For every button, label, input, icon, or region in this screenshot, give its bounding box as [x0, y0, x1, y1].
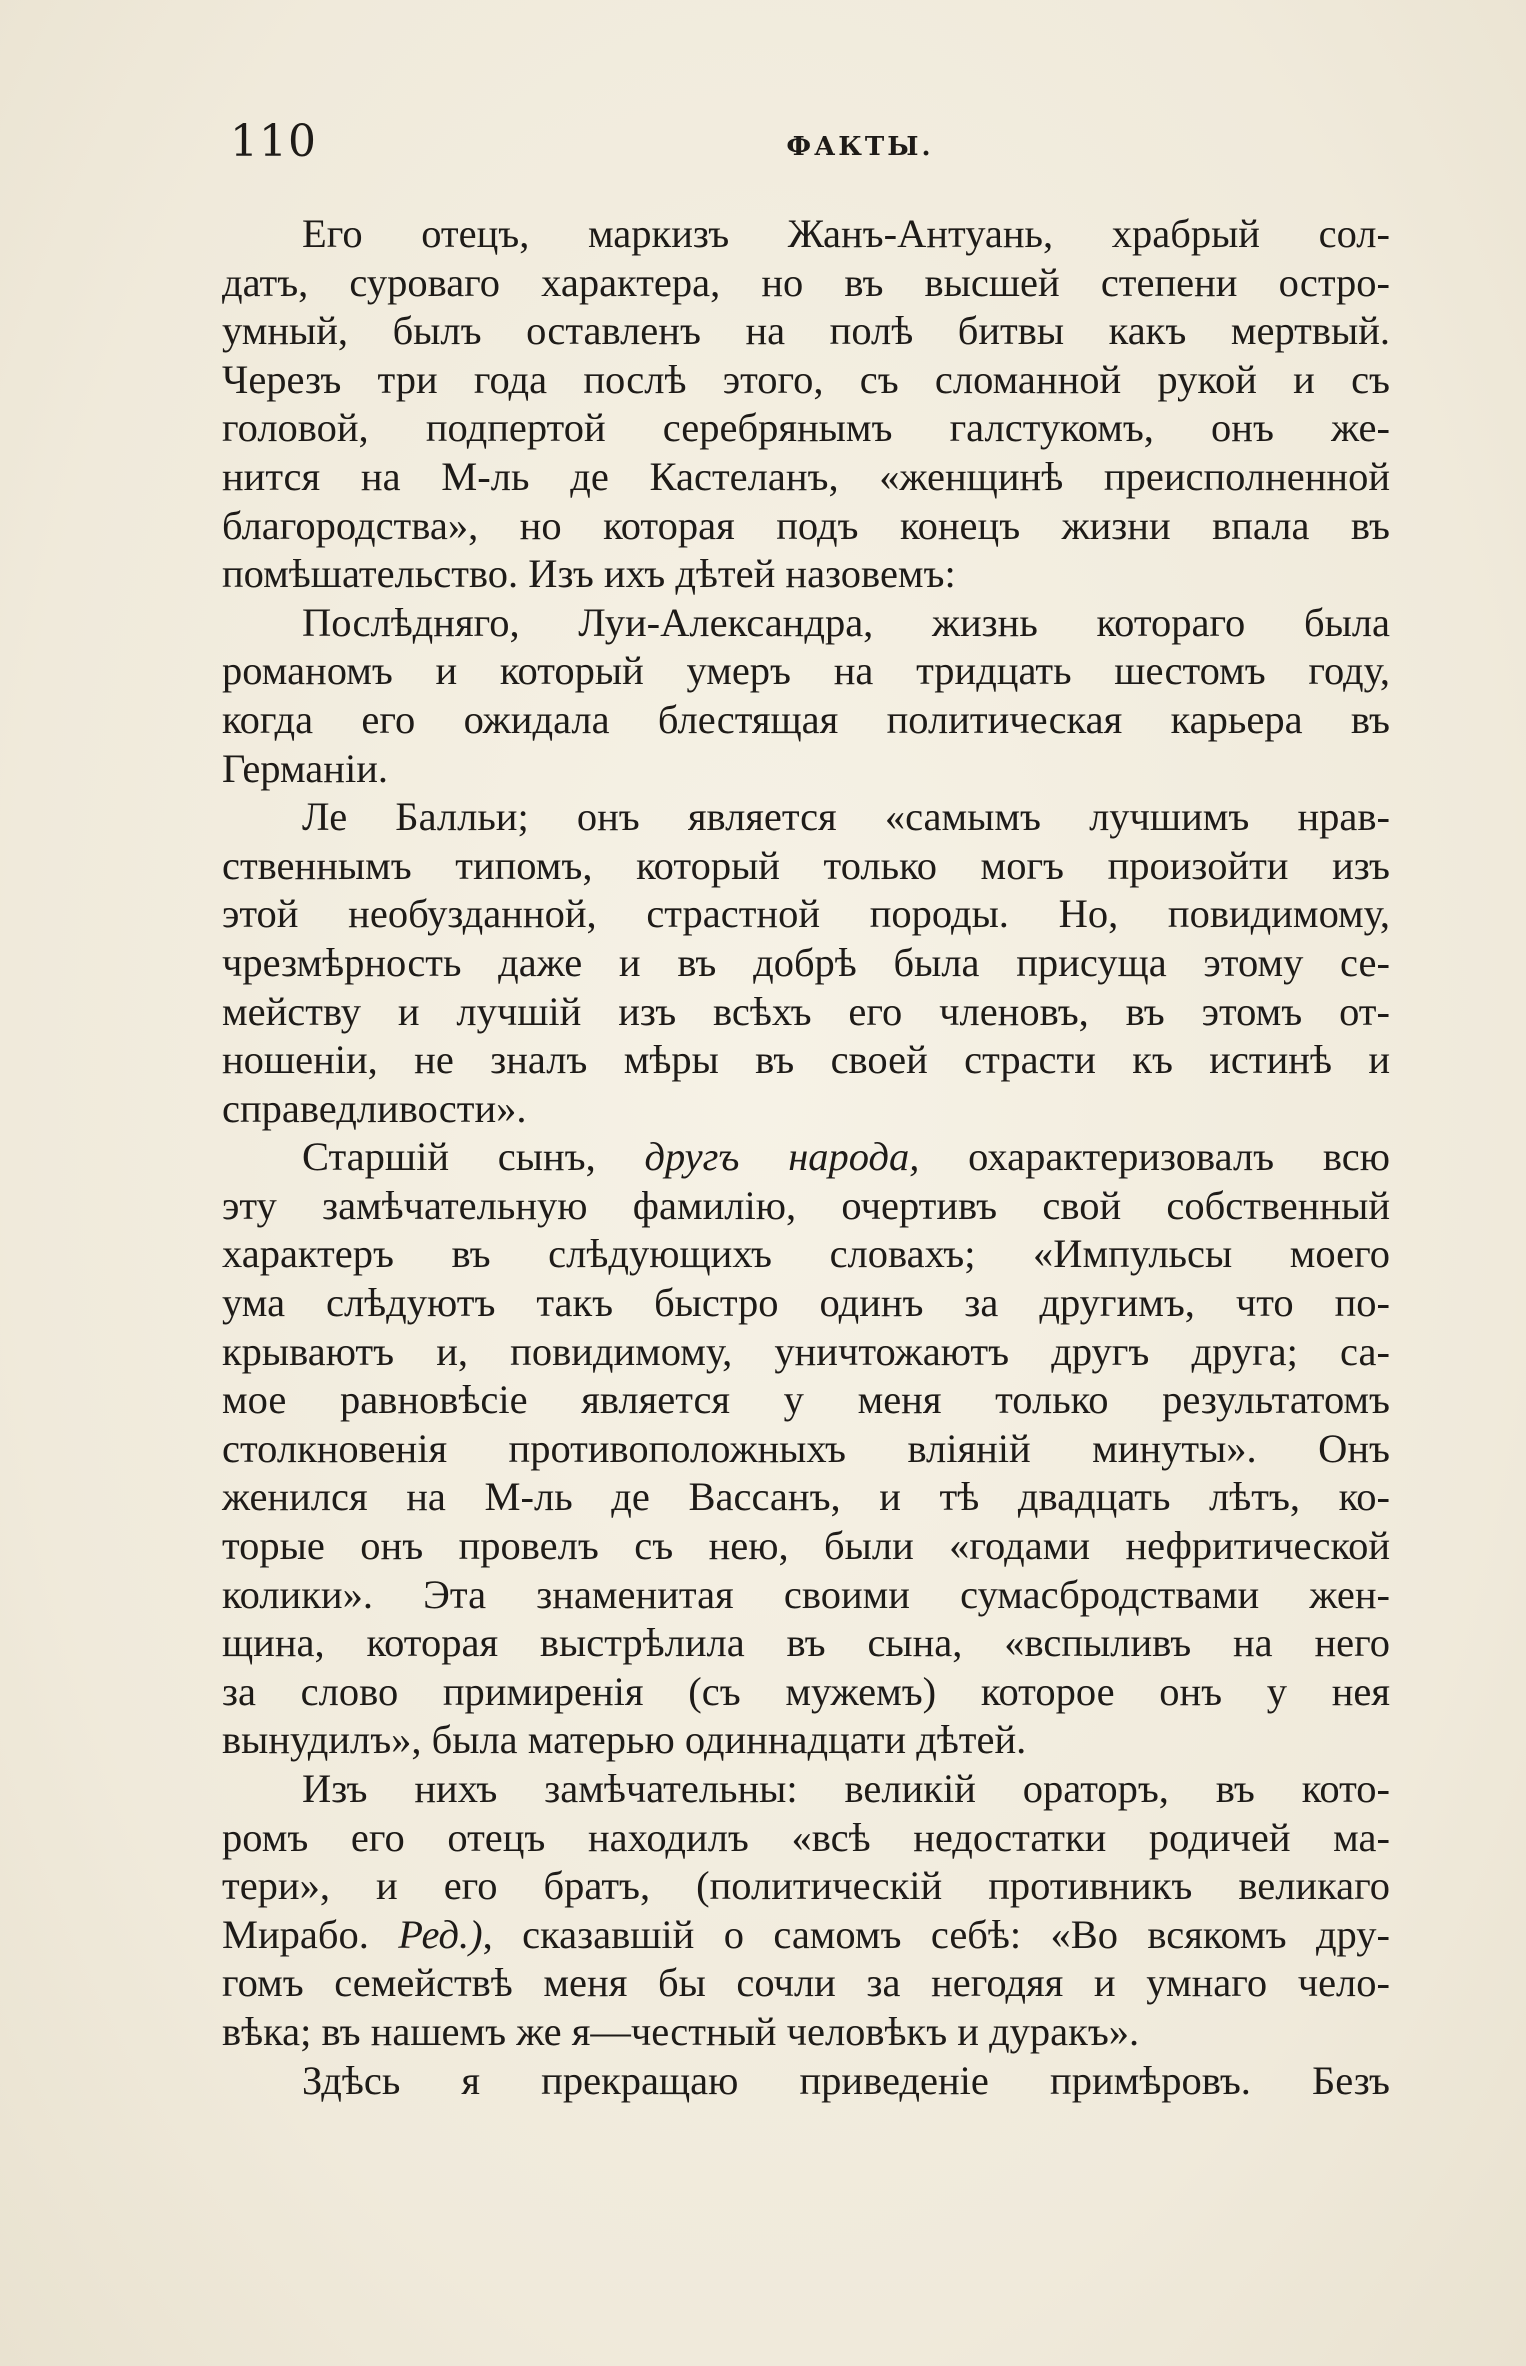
text-segment: тери», и его братъ, (политическій противникъ великаго	[222, 1863, 1390, 1909]
text-line	[222, 259, 1390, 308]
text-line	[222, 1425, 1390, 1474]
text-segment: ума слѣдуютъ такъ быстро одинъ за другимъ, что по-	[222, 1280, 1390, 1326]
text-segment: помѣшательство. Изъ ихъ дѣтей назовемъ:	[222, 551, 956, 597]
text-segment: когда его ожидала блестящая политическая карьера въ	[222, 696, 1390, 742]
text-line	[222, 2008, 1390, 2057]
text-segment: Изъ нихъ замѣчательны: великій ораторъ, въ кото-	[302, 1766, 1390, 1811]
text-line	[222, 1473, 1390, 1522]
text-line	[222, 1085, 1390, 1134]
page-number: 110	[230, 116, 317, 167]
text-segment: ственнымъ типомъ, который только могъ произойти изъ	[222, 842, 1390, 888]
text-segment: за слово примиренія (съ мужемъ) которое онъ у нея	[222, 1668, 1390, 1714]
text-line	[222, 356, 1390, 405]
text-line	[222, 210, 1390, 259]
text-segment: вѣка; въ нашемъ же я—честный человѣкъ и дуракъ».	[222, 2008, 1140, 2054]
text-line	[222, 1230, 1390, 1279]
text-line	[222, 2057, 1390, 2106]
text-line	[222, 599, 1390, 648]
text-segment: Мирабо.	[222, 1911, 399, 1957]
running-head	[230, 112, 1400, 172]
text-segment: нится на М-ль де Кастеланъ, «женщинѣ преисполненной	[222, 453, 1390, 499]
text-segment: справедливости».	[222, 1085, 527, 1131]
text-line	[222, 793, 1390, 842]
running-title: ФАКТЫ.	[786, 132, 934, 162]
text-segment: торые онъ провелъ съ нею, были «годами нефритической	[222, 1523, 1390, 1569]
text-segment: Его отецъ, маркизъ Жанъ-Антуань, храбрый сол-	[302, 211, 1390, 256]
text-segment: этой необузданной, страстной породы. Но, повидимому,	[222, 891, 1390, 937]
body-text	[222, 210, 1390, 2105]
text-segment: чрезмѣрность даже и въ добрѣ была присуща этому се-	[222, 939, 1390, 985]
text-segment: щина, которая выстрѣлила въ сына, «вспыливъ на него	[222, 1620, 1390, 1666]
text-segment: охарактеризовалъ всю	[919, 1134, 1390, 1180]
text-line	[222, 502, 1390, 551]
text-line	[222, 1182, 1390, 1231]
text-segment: Здѣсь я прекращаю приведеніе примѣровъ. Безъ	[302, 2057, 1390, 2103]
text-line	[222, 1133, 1390, 1182]
text-line	[222, 842, 1390, 891]
text-line	[222, 1328, 1390, 1377]
text-line	[222, 550, 1390, 599]
text-segment: благородства», но которая подъ конецъ жизни впала въ	[222, 502, 1390, 548]
text-segment: романомъ и который умеръ на тридцать шестомъ году,	[222, 648, 1390, 694]
text-line	[222, 1911, 1390, 1960]
text-segment: головой, подпертой серебрянымъ галстукомъ, онъ же-	[222, 405, 1390, 451]
text-segment: Старшій сынъ,	[302, 1134, 645, 1180]
text-line	[222, 1279, 1390, 1328]
text-line	[222, 696, 1390, 745]
text-line	[222, 1765, 1390, 1814]
text-segment: колики». Эта знаменитая своими сумасбродствами жен-	[222, 1571, 1390, 1617]
text-line	[222, 1862, 1390, 1911]
text-line	[222, 404, 1390, 453]
text-line	[222, 1668, 1390, 1717]
text-line	[222, 1959, 1390, 2008]
text-segment: , сказавшій о самомъ себѣ: «Во всякомъ дру-	[482, 1911, 1390, 1957]
italic-text: Ред.)	[398, 1911, 483, 1957]
text-segment: эту замѣчательную фамилію, очертивъ свой собственный	[222, 1182, 1390, 1228]
text-line	[222, 1716, 1390, 1765]
text-line	[222, 1376, 1390, 1425]
text-segment: Германіи.	[222, 745, 388, 791]
text-segment: ромъ его отецъ находилъ «всѣ недостатки родичей ма-	[222, 1814, 1390, 1860]
text-line	[222, 988, 1390, 1037]
text-line	[222, 453, 1390, 502]
text-line	[222, 1036, 1390, 1085]
italic-text: другъ народа,	[644, 1134, 920, 1180]
text-segment: датъ, суроваго характера, но въ высшей степени остро-	[222, 259, 1390, 305]
text-segment: вынудилъ», была матерью одиннадцати дѣтей.	[222, 1717, 1027, 1763]
text-segment: Ле Балльи; онъ является «самымъ лучшимъ нрав-	[302, 794, 1390, 840]
text-line	[222, 1619, 1390, 1668]
text-line	[222, 939, 1390, 988]
text-line	[222, 745, 1390, 794]
text-segment: гомъ семействѣ меня бы сочли за негодяя и умнаго чело-	[222, 1960, 1390, 2006]
text-line	[222, 1814, 1390, 1863]
text-line	[222, 647, 1390, 696]
text-line	[222, 1571, 1390, 1620]
text-segment: Черезъ три года послѣ этого, съ сломанной рукой и съ	[222, 356, 1390, 402]
text-segment: умный, былъ оставленъ на полѣ битвы какъ мертвый.	[222, 308, 1390, 354]
text-segment: Послѣдняго, Луи-Александра, жизнь котораго была	[302, 599, 1390, 645]
text-segment: столкновенія противоположныхъ вліяній минуты». Онъ	[222, 1425, 1390, 1471]
text-line	[222, 890, 1390, 939]
text-segment: крываютъ и, повидимому, уничтожаютъ другъ друга; са-	[222, 1328, 1390, 1374]
text-line	[222, 307, 1390, 356]
text-segment: ношеніи, не зналъ мѣры въ своей страсти къ истинѣ и	[222, 1037, 1390, 1083]
text-segment: характеръ въ слѣдующихъ словахъ; «Импульсы моего	[222, 1231, 1390, 1277]
text-segment: женился на М-ль де Вассанъ, и тѣ двадцать лѣтъ, ко-	[222, 1474, 1390, 1520]
text-segment: мое равновѣсіе является у меня только результатомъ	[222, 1377, 1390, 1423]
text-segment: мейству и лучшій изъ всѣхъ его членовъ, въ этомъ от-	[222, 988, 1390, 1034]
text-line	[222, 1522, 1390, 1571]
